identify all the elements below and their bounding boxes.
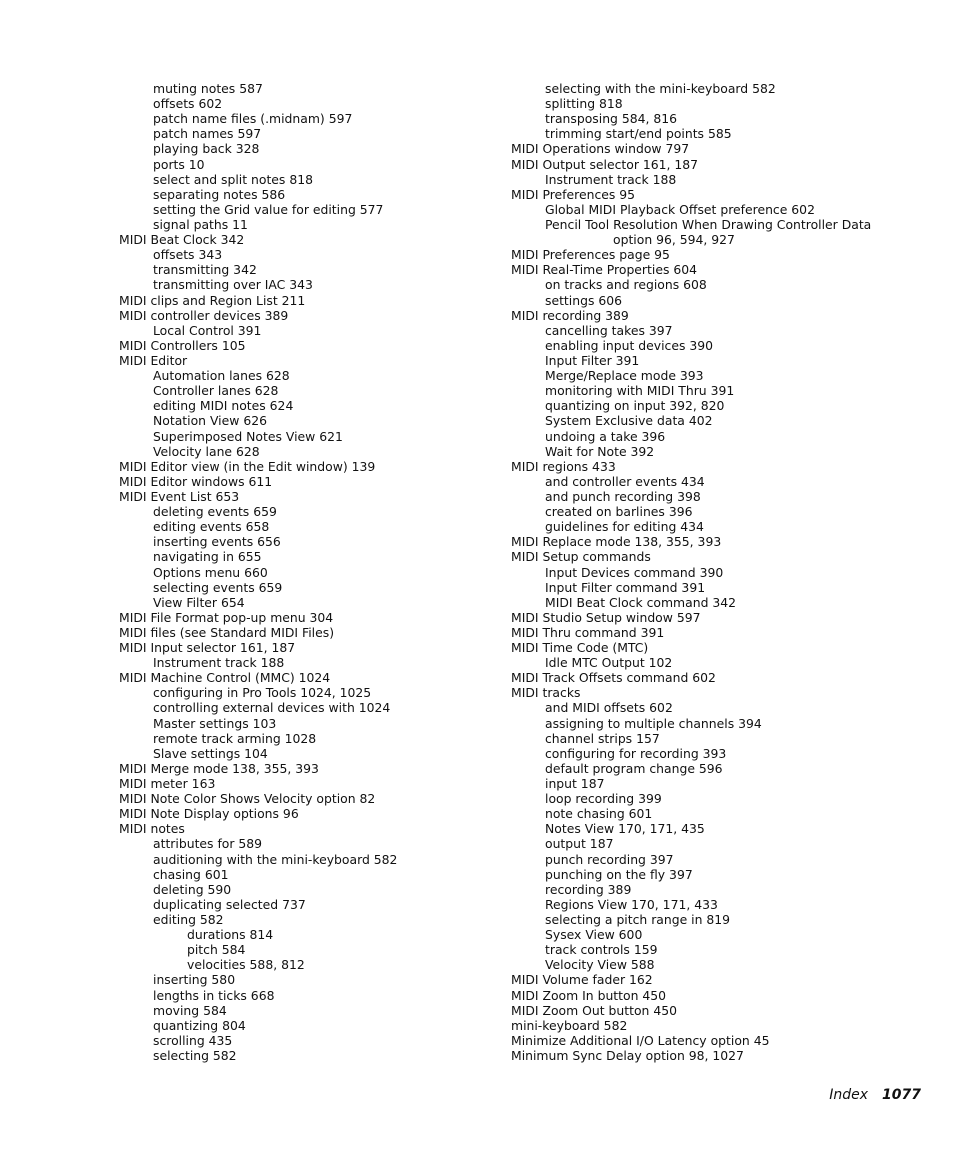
index-subentry: loop recording 399 <box>545 791 662 807</box>
index-column-left <box>119 81 499 1063</box>
index-subentry: undoing a take 396 <box>545 428 666 444</box>
index-subentry: created on barlines 396 <box>545 504 693 520</box>
index-subentry: attributes for 589 <box>153 836 263 852</box>
index-entry: MIDI Editor view (in the Edit window) 139 <box>119 458 376 474</box>
index-subentry: muting notes 587 <box>153 81 263 96</box>
index-subentry: select and split notes 818 <box>153 171 313 187</box>
index-entry: MIDI recording 389 <box>511 307 629 323</box>
index-entry: MIDI Beat Clock 342 <box>119 232 245 248</box>
index-subentry: output 187 <box>545 836 614 852</box>
index-entry: MIDI Editor <box>119 352 188 368</box>
index-subentry: enabling input devices 390 <box>545 337 714 353</box>
index-entry: MIDI Track Offsets command 602 <box>511 670 716 686</box>
index-subentry: Velocity lane 628 <box>153 443 260 459</box>
index-subentry: channel strips 157 <box>545 730 660 746</box>
index-entry: Minimum Sync Delay option 98, 1027 <box>511 1048 744 1063</box>
index-subentry: Sysex View 600 <box>545 927 643 943</box>
index-entry: mini-keyboard 582 <box>511 1017 628 1033</box>
index-entry: MIDI Time Code (MTC) <box>511 640 649 656</box>
index-entry: MIDI Zoom Out button 450 <box>511 1002 677 1018</box>
index-subentry: input 187 <box>545 776 605 792</box>
index-entry: MIDI clips and Region List 211 <box>119 292 306 308</box>
index-subentry: signal paths 11 <box>153 216 248 232</box>
index-entry: MIDI Volume fader 162 <box>511 972 653 988</box>
index-subentry: durations 814 <box>187 927 274 943</box>
index-subentry: on tracks and regions 608 <box>545 277 707 293</box>
index-subentry: default program change 596 <box>545 760 723 776</box>
index-subentry: pitch 584 <box>187 942 246 958</box>
index-entry: MIDI Zoom In button 450 <box>511 987 667 1003</box>
index-subentry: Idle MTC Output 102 <box>545 655 673 671</box>
index-subentry: deleting 590 <box>153 881 232 897</box>
index-subentry: velocities 588, 812 <box>187 957 305 973</box>
index-entry: MIDI File Format pop-up menu 304 <box>119 609 334 625</box>
index-subentry: Global MIDI Playback Offset preference 602 <box>545 201 815 217</box>
index-subentry: settings 606 <box>545 292 622 308</box>
index-subentry: auditioning with the mini-keyboard 582 <box>153 851 398 867</box>
index-subentry: setting the Grid value for editing 577 <box>153 201 384 217</box>
index-entry: Minimize Additional I/O Latency option 45 <box>511 1032 770 1048</box>
index-subentry: note chasing 601 <box>545 806 653 822</box>
index-subentry: inserting 580 <box>153 972 236 988</box>
index-entry: MIDI Controllers 105 <box>119 337 246 353</box>
index-subentry: MIDI Beat Clock command 342 <box>545 594 737 610</box>
index-subentry: Options menu 660 <box>153 564 268 580</box>
index-subentry: selecting 582 <box>153 1048 237 1063</box>
index-subentry: track controls 159 <box>545 942 658 958</box>
index-subentry: option 96, 594, 927 <box>613 232 735 248</box>
index-subentry: trimming start/end points 585 <box>545 126 732 142</box>
index-subentry: and punch recording 398 <box>545 488 701 504</box>
index-subentry: ports 10 <box>153 156 205 172</box>
page-number: 1077 <box>882 1087 921 1103</box>
index-subentry: recording 389 <box>545 881 632 897</box>
index-subentry: Velocity View 588 <box>545 957 655 973</box>
index-subentry: Superimposed Notes View 621 <box>153 428 343 444</box>
index-subentry: configuring in Pro Tools 1024, 1025 <box>153 685 372 701</box>
index-entry: MIDI Studio Setup window 597 <box>511 609 701 625</box>
index-subentry: Instrument track 188 <box>153 655 285 671</box>
index-entry: MIDI Event List 653 <box>119 488 240 504</box>
index-subentry: punching on the fly 397 <box>545 866 693 882</box>
index-entry: MIDI tracks <box>511 685 581 701</box>
index-subentry: navigating in 655 <box>153 549 262 565</box>
index-subentry: cancelling takes 397 <box>545 322 673 338</box>
index-subentry: Input Filter 391 <box>545 352 640 368</box>
index-entry: MIDI Replace mode 138, 355, 393 <box>511 534 722 550</box>
index-subentry: selecting with the mini-keyboard 582 <box>545 81 776 96</box>
index-entry: MIDI Note Display options 96 <box>119 806 299 822</box>
index-subentry: chasing 601 <box>153 866 229 882</box>
index-subentry: assigning to multiple channels 394 <box>545 715 762 731</box>
index-entry: MIDI Thru command 391 <box>511 624 665 640</box>
index-subentry: offsets 343 <box>153 247 223 263</box>
index-subentry: Wait for Note 392 <box>545 443 655 459</box>
index-entry: MIDI meter 163 <box>119 776 216 792</box>
index-entry: MIDI regions 433 <box>511 458 616 474</box>
index-subentry: punch recording 397 <box>545 851 674 867</box>
index-subentry: splitting 818 <box>545 96 623 112</box>
index-subentry: configuring for recording 393 <box>545 745 727 761</box>
index-subentry: quantizing on input 392, 820 <box>545 398 725 414</box>
index-subentry: Local Control 391 <box>153 322 262 338</box>
index-subentry: duplicating selected 737 <box>153 896 306 912</box>
index-subentry: editing MIDI notes 624 <box>153 398 294 414</box>
index-subentry: guidelines for editing 434 <box>545 519 704 535</box>
index-subentry: scrolling 435 <box>153 1032 233 1048</box>
index-subentry: playing back 328 <box>153 141 260 157</box>
index-subentry: editing events 658 <box>153 519 270 535</box>
index-entry: MIDI Note Color Shows Velocity option 82 <box>119 791 376 807</box>
index-subentry: deleting events 659 <box>153 504 277 520</box>
footer-section-label: Index <box>829 1087 869 1103</box>
index-entry: MIDI Operations window 797 <box>511 141 690 157</box>
index-subentry: System Exclusive data 402 <box>545 413 713 429</box>
index-subentry: Notes View 170, 171, 435 <box>545 821 705 837</box>
index-entry: MIDI Preferences page 95 <box>511 247 670 263</box>
index-subentry: inserting events 656 <box>153 534 281 550</box>
page-footer <box>829 1086 921 1104</box>
index-subentry: quantizing 804 <box>153 1017 246 1033</box>
index-entry: MIDI notes <box>119 821 185 837</box>
index-subentry: transmitting over IAC 343 <box>153 277 313 293</box>
index-column-right <box>511 81 911 1063</box>
index-subentry: Regions View 170, 171, 433 <box>545 896 718 912</box>
index-subentry: transposing 584, 816 <box>545 111 678 127</box>
index-entry: MIDI files (see Standard MIDI Files) <box>119 624 335 640</box>
index-subentry: monitoring with MIDI Thru 391 <box>545 383 735 399</box>
index-entry: MIDI Output selector 161, 187 <box>511 156 699 172</box>
index-entry: MIDI Editor windows 611 <box>119 473 273 489</box>
index-subentry: remote track arming 1028 <box>153 730 317 746</box>
index-subentry: Master settings 103 <box>153 715 277 731</box>
index-entry: MIDI Machine Control (MMC) 1024 <box>119 670 331 686</box>
index-subentry: Automation lanes 628 <box>153 368 290 384</box>
index-subentry: Input Devices command 390 <box>545 564 724 580</box>
index-entry: MIDI Merge mode 138, 355, 393 <box>119 760 319 776</box>
index-subentry: and controller events 434 <box>545 473 705 489</box>
index-subentry: Pencil Tool Resolution When Drawing Controller Data <box>545 216 872 232</box>
index-subentry: Notation View 626 <box>153 413 267 429</box>
index-entry: MIDI Setup commands <box>511 549 651 565</box>
index-subentry: separating notes 586 <box>153 186 286 202</box>
index-subentry: lengths in ticks 668 <box>153 987 275 1003</box>
index-subentry: patch name files (.midnam) 597 <box>153 111 353 127</box>
index-entry: MIDI controller devices 389 <box>119 307 289 323</box>
index-subentry: View Filter 654 <box>153 594 245 610</box>
index-subentry: Controller lanes 628 <box>153 383 279 399</box>
index-subentry: selecting events 659 <box>153 579 283 595</box>
index-subentry: Input Filter command 391 <box>545 579 706 595</box>
index-subentry: patch names 597 <box>153 126 262 142</box>
index-subentry: selecting a pitch range in 819 <box>545 912 731 928</box>
index-subentry: transmitting 342 <box>153 262 257 278</box>
index-subentry: offsets 602 <box>153 96 223 112</box>
index-subentry: Slave settings 104 <box>153 745 268 761</box>
index-subentry: Merge/Replace mode 393 <box>545 368 704 384</box>
index-subentry: Instrument track 188 <box>545 171 677 187</box>
index-subentry: moving 584 <box>153 1002 227 1018</box>
index-subentry: and MIDI offsets 602 <box>545 700 673 716</box>
index-entry: MIDI Real-Time Properties 604 <box>511 262 697 278</box>
index-entry: MIDI Input selector 161, 187 <box>119 640 296 656</box>
index-entry: MIDI Preferences 95 <box>511 186 636 202</box>
index-subentry: controlling external devices with 1024 <box>153 700 391 716</box>
index-subentry: editing 582 <box>153 912 224 928</box>
